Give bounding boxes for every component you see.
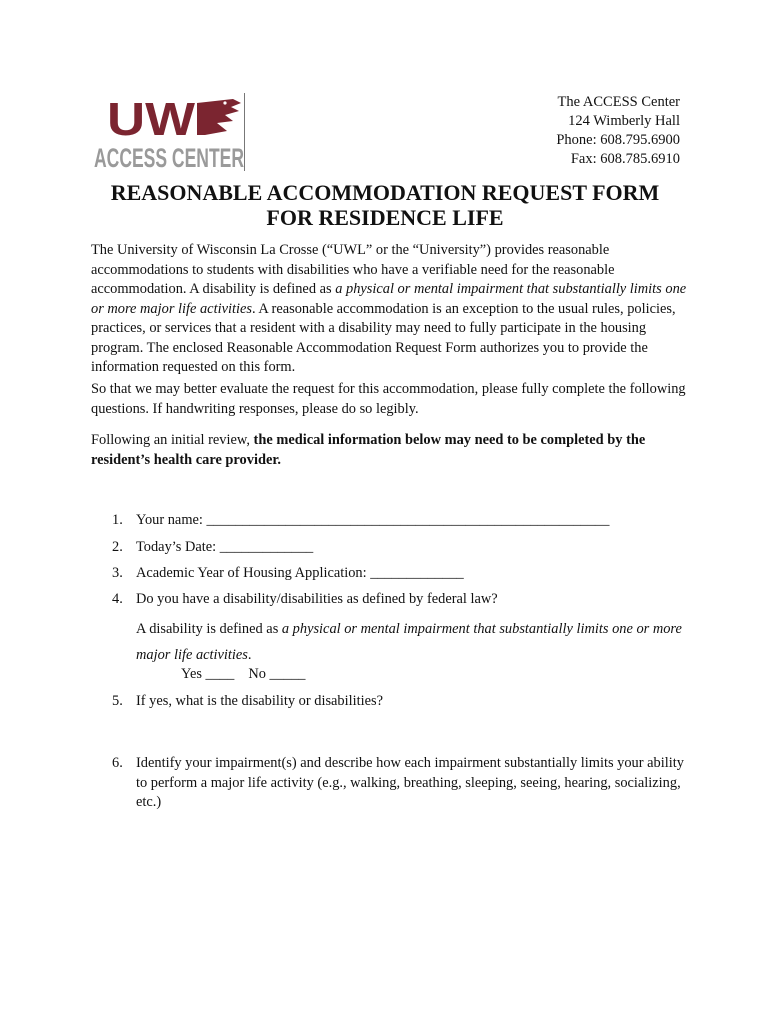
disability-definition xyxy=(136,616,691,668)
question-academic-year[interactable] xyxy=(112,564,687,584)
question-todays-date[interactable] xyxy=(112,538,687,558)
contact-address-block xyxy=(556,93,680,169)
definition-text-a: A disability is defined as xyxy=(136,621,282,637)
question-number: 5. xyxy=(112,693,123,709)
phone-number: Phone: 608.795.6900 xyxy=(556,132,680,148)
question-text: Identify your impairment(s) and describe how each impairment substantially limits your ability to perform a major life activity (e.g., walking, breathing, sleeping, seeing, hearing, socializing, etc.) xyxy=(136,755,684,810)
no-field[interactable]: No _____ xyxy=(248,666,306,682)
question-number: 4. xyxy=(112,591,123,607)
logo-secondary-text: ACCESS CENTER xyxy=(94,143,244,173)
yes-no-answer xyxy=(181,666,306,683)
address-line-1: The ACCESS Center xyxy=(557,94,680,110)
question-disability-type[interactable] xyxy=(112,692,687,712)
logo-primary-text: UW xyxy=(107,93,196,145)
medical-notice-paragraph xyxy=(91,431,691,470)
question-text: Today’s Date: _____________ xyxy=(136,539,314,555)
question-number: 2. xyxy=(112,539,123,555)
medical-notice-text: Following an initial review, xyxy=(91,432,254,448)
question-number: 1. xyxy=(112,512,123,528)
address-line-2: 124 Wimberly Hall xyxy=(568,113,680,129)
question-text: Your name: ________________________________________________________ xyxy=(136,512,610,528)
intro-text-b: . A reasonable accommodation is an exception to the usual rules, policies, practices, or services that a resident with a disability may need to fully participate in the housing program. The enclosed Reasonable Accommodation Request Form authorizes you to provide the information requested on this form. xyxy=(91,300,676,375)
form-title xyxy=(80,180,690,230)
question-your-name[interactable] xyxy=(112,511,687,531)
question-has-disability xyxy=(112,590,687,610)
medical-notice-bold: the medical information below may need to be completed by the resident’s health care provider. xyxy=(91,432,646,468)
intro-disability-definition: a physical or mental impairment that substantially limits one or more major life activities xyxy=(91,281,687,317)
eagle-icon xyxy=(197,99,241,135)
definition-text-em: a physical or mental impairment that substantially limits one or more major life activities xyxy=(136,621,682,663)
question-number: 3. xyxy=(112,565,123,581)
fax-number: Fax: 608.785.6910 xyxy=(570,151,680,167)
question-text: Do you have a disability/disabilities as defined by federal law? xyxy=(136,591,498,607)
question-text: If yes, what is the disability or disabilities? xyxy=(136,693,383,709)
intro-paragraph xyxy=(91,241,691,378)
intro-text-a: The University of Wisconsin La Crosse (“UWL” or the “University”) provides reasonable accommodations to students with disabilities who have a verifiable need for the reasonable accommodation. A disability is defined as xyxy=(91,242,615,297)
definition-text-b: . xyxy=(247,647,252,663)
question-text: Academic Year of Housing Application: _____________ xyxy=(136,565,464,581)
question-impairment-description[interactable] xyxy=(112,754,687,813)
form-title-line-2: FOR RESIDENCE LIFE xyxy=(266,205,504,230)
form-title-line-1: REASONABLE ACCOMMODATION REQUEST FORM xyxy=(110,180,660,205)
yes-field[interactable]: Yes ____ xyxy=(181,666,235,682)
uwl-access-center-logo xyxy=(93,93,248,171)
logo-divider xyxy=(244,93,245,171)
question-number: 6. xyxy=(112,755,123,771)
instructions-paragraph: So that we may better evaluate the request for this accommodation, please fully complete the following questions. If handwriting responses, please do so legibly. xyxy=(91,381,686,417)
